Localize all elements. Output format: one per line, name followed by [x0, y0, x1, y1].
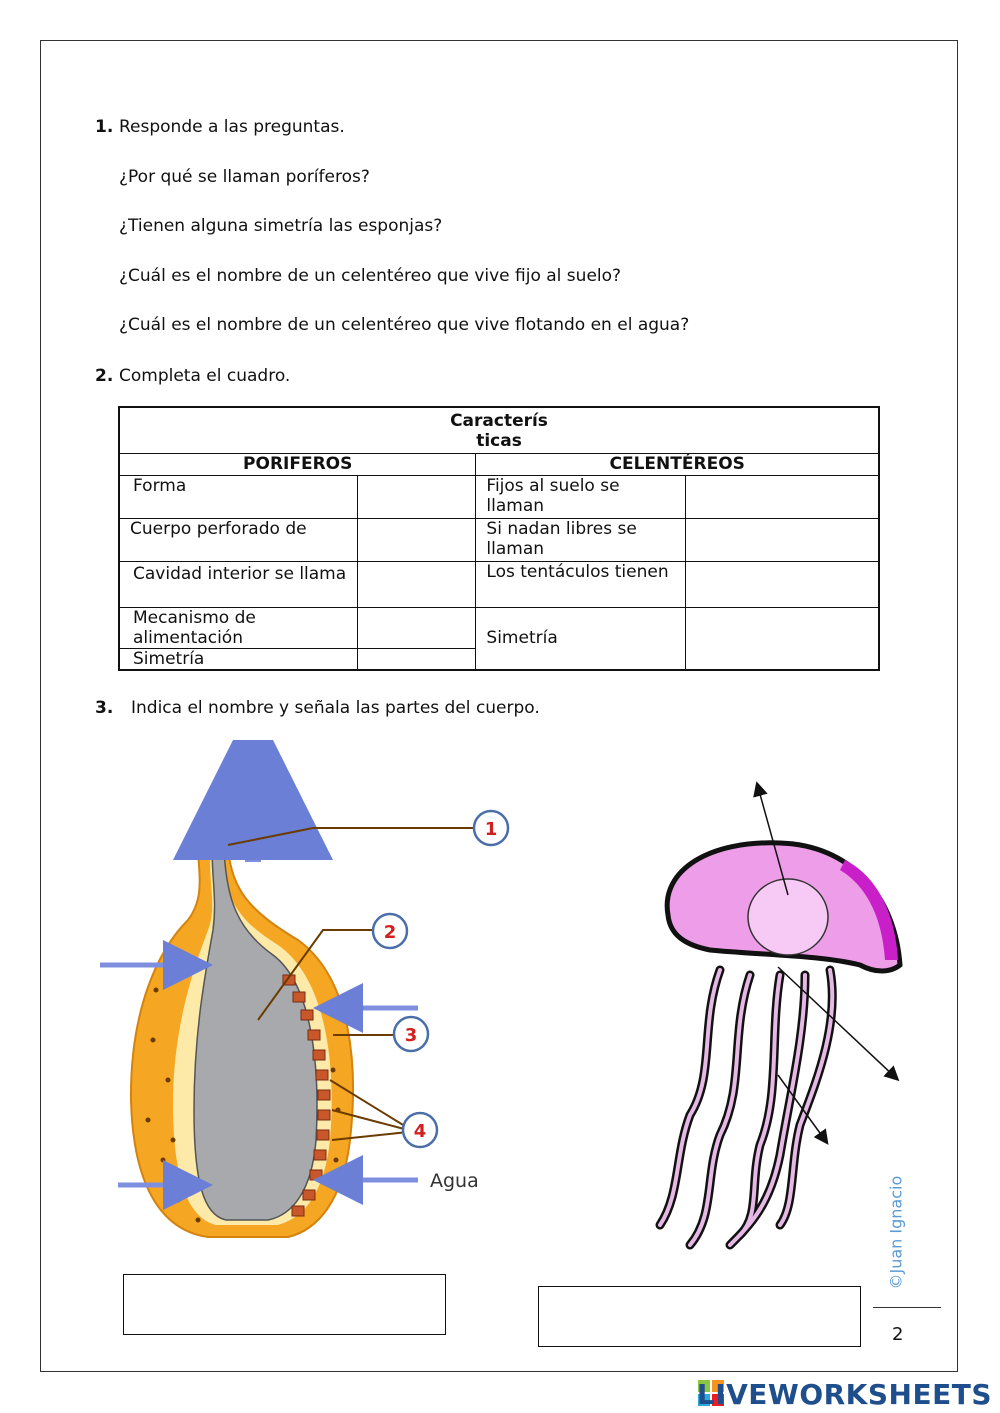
- right-row-answer[interactable]: [685, 561, 879, 607]
- water-label: Agua: [430, 1170, 479, 1192]
- right-row-label: Los tentáculos tienen: [476, 561, 686, 607]
- table-title: [119, 407, 879, 453]
- left-row-answer[interactable]: [358, 475, 476, 518]
- sponge-diagram: [88, 740, 580, 1266]
- q1-question-4: ¿Cuál es el nombre de un celentéreo que vive flotando en el agua?: [119, 315, 690, 335]
- jellyfish-diagram: [620, 775, 910, 1260]
- q1-number: 1.: [95, 117, 114, 137]
- page-number: 2: [892, 1324, 904, 1345]
- left-row-label: Cavidad interior se llama: [119, 561, 358, 607]
- q3-number: 3.: [95, 698, 114, 718]
- sponge-label-1: 1: [484, 819, 498, 840]
- q1-question-1: ¿Por qué se llaman poríferos?: [119, 167, 370, 187]
- author-credit: ©Juan Ignacio: [886, 1175, 906, 1290]
- q3-title: Indica el nombre y señala las partes del cuerpo.: [131, 698, 540, 718]
- page-number-rule: [873, 1307, 941, 1308]
- left-row-answer[interactable]: [358, 607, 476, 648]
- left-row-label: Mecanismo de alimentación: [119, 607, 358, 648]
- right-row-answer[interactable]: [685, 518, 879, 561]
- sponge-name-box[interactable]: [123, 1274, 446, 1335]
- table-title-line1: Caracterís: [450, 411, 548, 431]
- sponge-label-2: 2: [383, 922, 397, 943]
- q2-number: 2.: [95, 366, 114, 386]
- left-row-answer[interactable]: [358, 648, 476, 670]
- right-row-label: Fijos al suelo se llaman: [476, 475, 686, 518]
- col-header-celentereos: CELENTÉREOS: [476, 453, 879, 475]
- left-row-label: Simetría: [119, 648, 358, 670]
- right-row-answer[interactable]: [685, 607, 879, 670]
- left-row-answer[interactable]: [358, 561, 476, 607]
- liveworksheets-brand[interactable]: LIVEWORKSHEETS: [696, 1378, 992, 1411]
- left-row-label: Forma: [119, 475, 358, 518]
- jellyfish-name-box[interactable]: [538, 1286, 861, 1347]
- q1-question-3: ¿Cuál es el nombre de un celentéreo que vive fijo al suelo?: [119, 266, 622, 286]
- left-row-answer[interactable]: [358, 518, 476, 561]
- col-header-poriferos: PORIFEROS: [119, 453, 476, 475]
- characteristics-table: [118, 406, 880, 671]
- q2-title: Completa el cuadro.: [119, 366, 291, 386]
- q1-title: Responde a las preguntas.: [119, 117, 345, 137]
- left-row-label: Cuerpo perforado de: [119, 518, 358, 561]
- sponge-label-4: 4: [413, 1121, 427, 1142]
- sponge-label-3: 3: [404, 1025, 418, 1046]
- right-row-label: Si nadan libres se llaman: [476, 518, 686, 561]
- table-title-line2: ticas: [476, 431, 522, 451]
- right-row-answer[interactable]: [685, 475, 879, 518]
- right-row-label: Simetría: [476, 607, 686, 670]
- q1-question-2: ¿Tienen alguna simetría las esponjas?: [119, 216, 443, 236]
